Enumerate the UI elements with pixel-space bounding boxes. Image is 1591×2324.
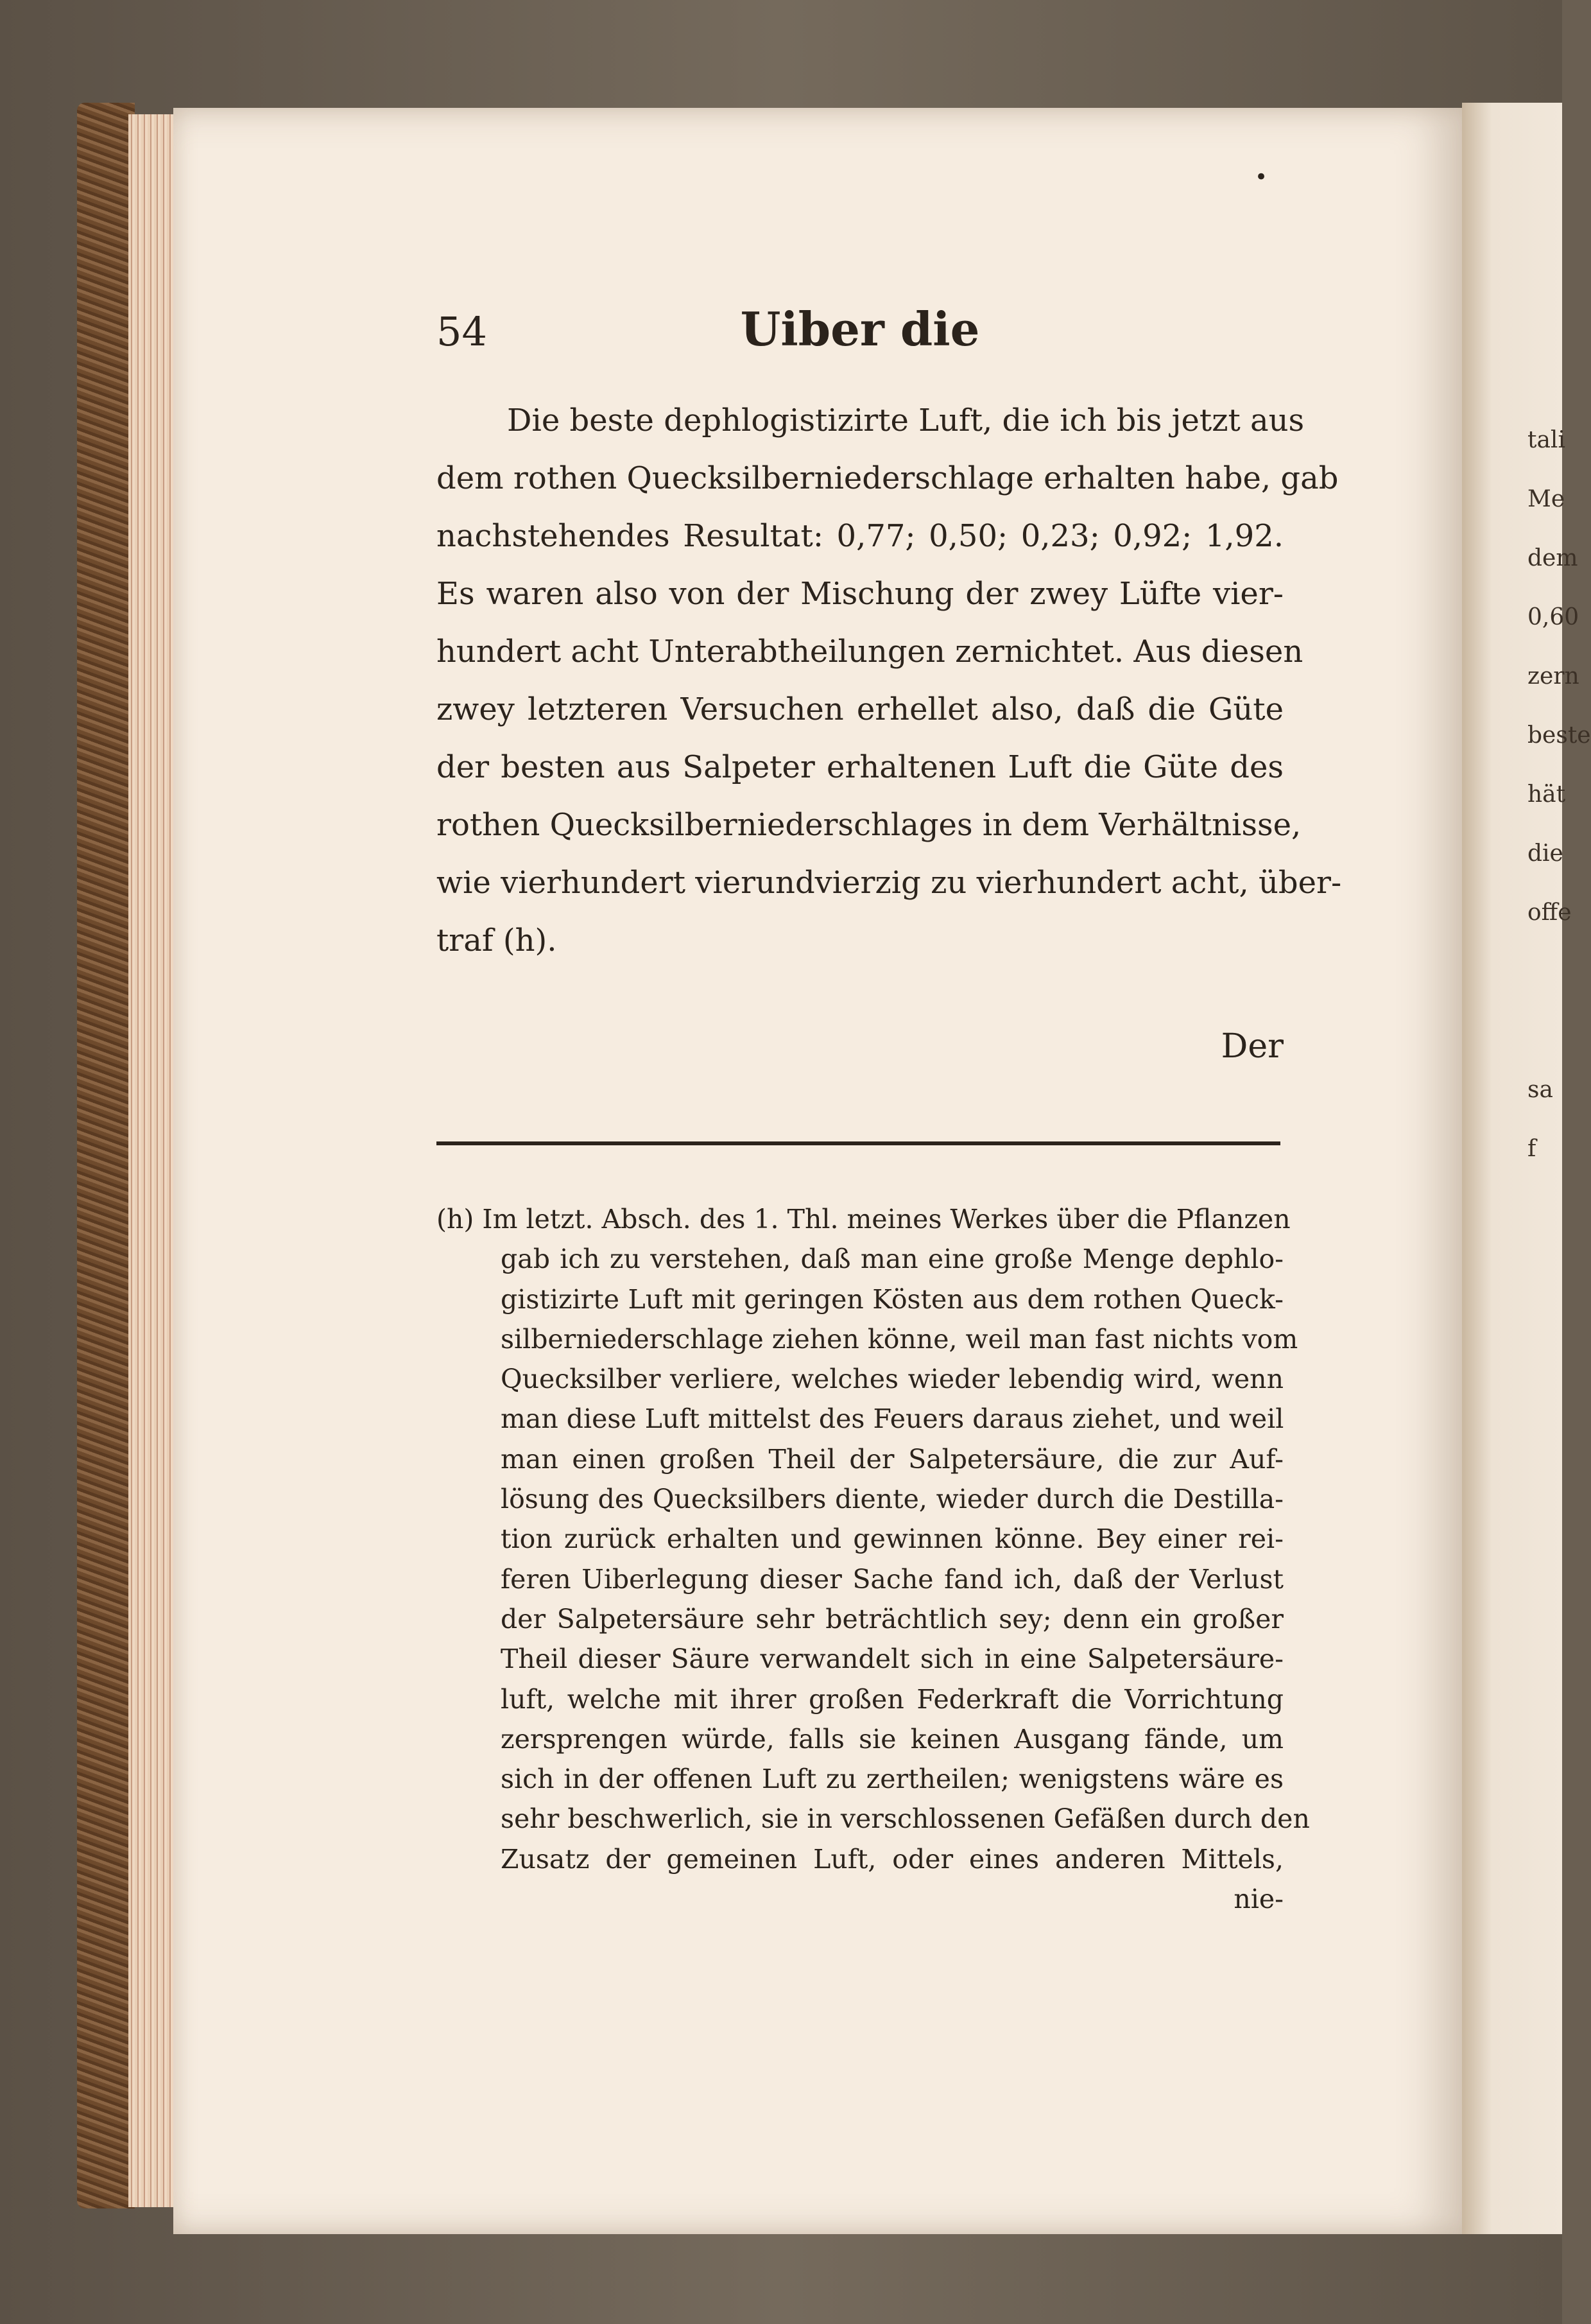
facing-fragment: f (1527, 1136, 1536, 1162)
facing-fragment: 0,60 (1527, 604, 1579, 630)
facing-fragment (1527, 942, 1562, 1002)
text-line: wie vierhundert vierundvierzig zu vierhundert acht, über- (436, 865, 1342, 901)
page-number: 54 (436, 308, 487, 355)
footnote-line: man einen großen Theil der Salpetersäure, die zur Auf- (501, 1443, 1284, 1475)
facing-fragment: tali (1527, 427, 1565, 453)
footnote-line: silberniederschlage ziehen könne, weil man fast nichts vom (501, 1323, 1298, 1355)
facing-fragment (1527, 1002, 1562, 1061)
ink-mark: • (1255, 164, 1268, 190)
footnote-line: tion zurück erhalten und gewinnen könne. Bey einer rei- (501, 1523, 1284, 1555)
book-cover-edge (77, 103, 135, 2208)
text-line: der besten aus Salpeter erhaltenen Luft die Güte des (436, 749, 1284, 785)
text-line: zwey letzteren Versuchen erhellet also, daß die Güte (436, 691, 1284, 727)
footnote-line: luft, welche mit ihrer großen Federkraft die Vorrichtung (501, 1683, 1284, 1715)
footnote-line: man diese Luft mittelst des Feuers daraus ziehet, und weil (501, 1403, 1284, 1435)
text-line: Die beste dephlogistizirte Luft, die ich bis jetzt aus (507, 403, 1305, 438)
footnote-line: feren Uiberlegung dieser Sache fand ich, daß der Verlust (501, 1563, 1284, 1595)
catchword: Der (1221, 1027, 1284, 1066)
facing-fragment: sa (1527, 1077, 1553, 1103)
text-line: nachstehendes Resultat: 0,77; 0,50; 0,23; 0,92; 1,92. (436, 518, 1284, 554)
text-line: dem rothen Quecksilberniederschlage erhalten habe, gab (436, 460, 1339, 496)
facing-fragment: die (1527, 840, 1563, 867)
footnote-line: nie- (1234, 1884, 1284, 1915)
facing-fragment: zern (1527, 663, 1579, 689)
text-line: traf (h). (436, 923, 557, 958)
footnote-line: Zusatz der gemeinen Luft, oder eines anderen Mittels, (501, 1843, 1284, 1875)
facing-fragment: beste (1527, 722, 1591, 749)
footnote-line: Theil dieser Säure verwandelt sich in eine Salpetersäure- (501, 1643, 1284, 1675)
text-line: hundert acht Unterabtheilungen zernichtet. Aus diesen (436, 634, 1303, 670)
footnote-line: lösung des Quecksilbers diente, wieder durch die Destilla- (501, 1484, 1284, 1515)
footnote-line: (h) Im letzt. Absch. des 1. Thl. meines Werkes über die Pflanzen (436, 1204, 1291, 1235)
page-header (436, 302, 1284, 379)
footnote-line: Quecksilber verliere, welches wieder lebendig wird, wenn (501, 1364, 1284, 1395)
footnote-line: zersprengen würde, falls sie keinen Ausgang fände, um (501, 1723, 1284, 1755)
footnote (436, 1199, 1310, 1919)
facing-fragment: offe (1527, 899, 1572, 926)
text-line: Es waren also von der Mischung der zwey Lüfte vier- (436, 576, 1284, 612)
footnote-line: gab ich zu verstehen, daß man eine große Menge dephlo- (501, 1244, 1284, 1275)
footnote-line: sich in der offenen Luft zu zertheilen; wenigstens wäre es (501, 1764, 1284, 1795)
footnote-rule (436, 1141, 1280, 1145)
facing-page-text (1527, 411, 1591, 1179)
main-text (436, 392, 1342, 969)
facing-fragment: hät (1527, 781, 1566, 808)
footnote-line: gistizirte Luft mit geringen Kösten aus dem rothen Queck- (501, 1283, 1284, 1315)
facing-fragment: Me (1527, 486, 1565, 512)
running-head: Uiber die (740, 302, 980, 356)
facing-fragment: dem (1527, 545, 1578, 571)
footnote-line: der Salpetersäure sehr beträchtlich sey; denn ein großer (501, 1603, 1284, 1635)
footnote-line: sehr beschwerlich, sie in verschlossenen Gefäßen durch den (501, 1803, 1310, 1835)
text-line: rothen Quecksilberniederschlages in dem Verhältnisse, (436, 807, 1302, 843)
